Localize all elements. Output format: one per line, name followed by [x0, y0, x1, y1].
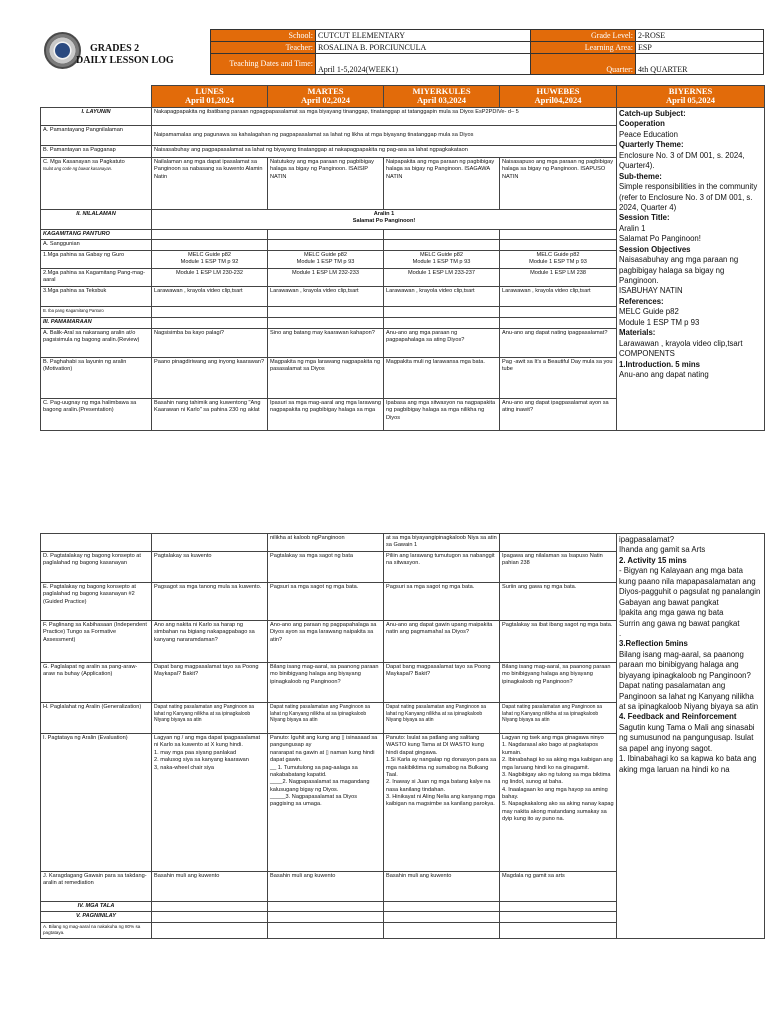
label-sanggunian: A. Sanggunian [41, 240, 152, 250]
label-pagtatalakay-2: E. Pagtalakay ng bagong konsepto at paglalahad ng bagong kasanayan #2 (Guided Practice) [41, 583, 152, 621]
day-header-friday: BIYERNES April 05,2024 [617, 86, 765, 108]
lm-tuesday: Module 1 ESP LM 232-233 [268, 268, 384, 286]
day-header-thursday: HUWEBES April04,2024 [500, 86, 617, 108]
page-2 [40, 533, 764, 1003]
continued-monday [152, 534, 268, 552]
label-paglalapat: G. Paglalapat ng aralin sa pang-araw-araw na buhay (Application) [41, 663, 152, 703]
lesson-table-page-1 [40, 85, 765, 431]
assignment-wednesday: Basahin muli ang kuwento [384, 872, 500, 902]
presentation-tuesday: Ipasuri sa mga mag-aaral ang mga larawang nagpapakita ng pagbibigay halaga sa mga [268, 398, 384, 430]
section-layunin: I. LAYUNIN [41, 108, 152, 126]
pamantayang-pangnilalaman-text: Naipamamalas ang pagunawa sa kahalagahan ng pagpapasalamat sa lahat ng likha at mga biyayang tinatanggap mula sa Diyos [152, 126, 617, 146]
kasanayan-monday: Nailalaman ang mga dapat ipasalamat sa Panginoon sa nabasang sa kuwento Alamin Natin [152, 158, 268, 210]
materials-monday: Larawawan , krayola video clip,tsart [152, 286, 268, 306]
kasanayan-wednesday: Naipapakita ang mga paraan ng pagbibigay halaga sa bigay ng Panginoon. ISAGAWA NATIN [384, 158, 500, 210]
evaluation-wednesday: Panuto: Isulat sa patlang ang salitang WASTO kung Tama at DI WASTO kung hindi dapat gingawa. 1.Si Karla ay nangalap ng donasyon para sa mga nakibiktima ng sumabog na Bulkang Taal. 2. Inaway si Juan ng mga batang kalye na nasa kanilang tindahan. 3. Hinikayat ni Aling Nelia ang kanyang mga kaibigan na magsimbe sa kanilang parokya. [384, 734, 500, 872]
assignment-tuesday: Basahin muli ang kuwento [268, 872, 384, 902]
grade-level-value: 2-ROSE [636, 30, 764, 42]
label-paglalahat: H. Paglalahat ng Aralin (Generalization) [41, 703, 152, 734]
label-balik-aral: A. Balik-Aral sa nakaraang aralin at/o pagsisimula ng bagong aralin.(Review) [41, 328, 152, 357]
teacher-label: Teacher: [211, 42, 316, 54]
label-pag-uugnay: C. Pag-uugnay ng mga halimbawa sa bagong aralin.(Presentation) [41, 398, 152, 430]
label-kagamitang-pang-mag-aaral: 2.Mga pahina sa Kagamitang Pang-mag-aaral [41, 268, 152, 286]
independent-wednesday: Anu-ano ang dapat gawin upang maipakita natin ang pagmamahal sa Diyos? [384, 621, 500, 663]
section-nilalaman: II. NILALAMAN [41, 210, 152, 230]
day-header-tuesday: MARTES April 02,2024 [268, 86, 384, 108]
school-label: School: [211, 30, 316, 42]
grade-level-label: Grade Level: [531, 30, 636, 42]
discussion-tuesday: Pagtalakay sa mga sagot ng bata [268, 552, 384, 583]
gabay-tuesday: MELC Guide p82 Module 1 ESP TM p 93 [268, 250, 384, 268]
label-pamantayang-pangnilalaman: A. Pamantayang Pangnilalaman [41, 126, 152, 146]
guided-thursday: Suriin ang gawa ng mga bata. [500, 583, 617, 621]
application-monday: Dapat bang magpasalamat tayo sa Poong Maykapal? Bakit? [152, 663, 268, 703]
assignment-thursday: Magdala ng gamit sa arts [500, 872, 617, 902]
presentation-thursday: Anu-ano ang dapat ipagpasalamat ayon sa ating inawit? [500, 398, 617, 430]
lm-monday: Module 1 ESP LM 230-232 [152, 268, 268, 286]
kasanayan-thursday: Naisasapuso ang mga paraan ng pagbibigay halaga sa bigay ng Panginoon. ISAPUSO NATIN [500, 158, 617, 210]
materials-wednesday: Larawawan , krayola video clip,tsart [384, 286, 500, 306]
section-kagamitan: KAGAMITANG PANTURO [41, 230, 152, 240]
label-pamantayan-sa-pagganap: B. Pamantayan sa Pagganap [41, 146, 152, 158]
generalization-monday: Dapat nating pasalamatan ang Panginoon sa lahat ng Kanyang nilikha at sa ipinagkaloob Niyang biyaya sa atin [152, 703, 268, 734]
continued-tuesday: nilikha at kaloob ngPanginoon [268, 534, 384, 552]
review-wednesday: Anu-ano ang mga paraan ng pagpapahalaga sa ating Diyos? [384, 328, 500, 357]
continued-thursday [500, 534, 617, 552]
teacher-value: ROSALINA B. PORCIUNCULA [316, 42, 531, 54]
lesson-log-header [40, 29, 764, 76]
discussion-thursday: Ipagawa ang nilalaman sa Isapuso Natin pahian 238 [500, 552, 617, 583]
gabay-monday: MELC Guide p82 Module 1 ESP TM p 92 [152, 250, 268, 268]
application-tuesday: Bilang isang mag-aaral, sa paanong paraan mo binibigyang halaga ang biyayang ipinagkaloob ng Panginoon? [268, 663, 384, 703]
evaluation-tuesday: Panuto: Iguhit ang kung ang ▯ isinasaad sa pangungusap ay nararapat na gawin at ▯ naman kung hindi dapat gawin. __ 1. Tumutulong sa pag-aalaga sa nakababatang kapatid. ____2. Nagpapasalamat sa magandang kalusugang bigay ng Diyos. _____3. Nagpapasalamat sa Diyos paggising sa umaga. [268, 734, 384, 872]
discussion-monday: Pagtalakay sa kuwento [152, 552, 268, 583]
motivation-thursday: Pag -awit sa It's a Beautiful Day mula sa you tube [500, 357, 617, 398]
guided-tuesday: Pagsuri sa mga sagot ng mga bata. [268, 583, 384, 621]
presentation-wednesday: Ipabasa ang mga sitwasyon na nagpapakita ng pagbibigay halaga sa mga nilikha ng Diyos [384, 398, 500, 430]
log-heading: DAILY LESSON LOG [76, 55, 174, 66]
lm-thursday: Module 1 ESP LM 238 [500, 268, 617, 286]
section-pamamaraan: III. PAMAMARAAN [41, 317, 152, 328]
continued-wednesday: at sa mga biyayangipinagkaloob Niya sa atin sa Gawain 1 [384, 534, 500, 552]
gabay-wednesday: MELC Guide p82 Module 1 ESP TM p 93 [384, 250, 500, 268]
generalization-tuesday: Dapat nating pasalamatan ang Panginoon sa lahat ng Kanyang nilikha at sa ipinagkaloob Niyang biyaya sa atin [268, 703, 384, 734]
presentation-monday: Basahin nang tahimik ang kuwentong "Ang Kaarawan ni Karlo" sa pahina 230 ng aklat [152, 398, 268, 430]
friday-activities-text: ipagpasalamat? Ihanda ang gamit sa Arts 2. Activity 15 mins - Bigyan ng Kalayaan ang mga bata kung paano nila mapapasalamatan ang Diyos-pagguhit o pagsulat ng panalangin Gabayan ang bawat pangkat Ipakita ang mga gawa ng bata Surrin ang gawa ng bawat pangkat . 3.Reflection 5mins Bilang isang mag-aaral, sa paanong paraan mo binibigyang halaga ang biyayang ipinagkaloob ng Panginoon? Dapat nating pasalamatan ang Panginoon sa lahat ng Kanyang nilikha at sa ipinagkaloob Niyang biyaya sa atin 4. Feedback and Reinforcement Sagutin kung Tama o Mali ang sinasabi ng sumusunod na pangungusap. Isulat sa papel ang inyong sagot. 1. Ibinabahagi ko sa kapwa ko bata ang aking mga laruan na hindi ko na [619, 535, 761, 774]
materials-tuesday: Larawawan , krayola video clip,tsart [268, 286, 384, 306]
review-monday: Nagsisimba ba kayo palagi? [152, 328, 268, 357]
label-iba-pang-kagamitan: B. Iba pang Kagamitang Panturo [41, 306, 152, 317]
guided-monday: Pagsagot sa mga tanong mula sa kuwento. [152, 583, 268, 621]
application-wednesday: Dapat bang magpasalamat tayo sa Poong Maykapal? Bakit? [384, 663, 500, 703]
dates-label: Teaching Dates and Time: [211, 54, 316, 75]
pamantayan-sa-pagganap-text: Naisasabuhay ang pagpapasalamat sa lahat ng biyayang tinatanggap at nakapagpapakita ng pag-asa sa lahat ngpagkakataon [152, 146, 617, 158]
kasanayan-tuesday: Natutukoy ang mga paraan ng pagbibigay halaga sa bigay ng Panginoon. ISAISIP NATIN [268, 158, 384, 210]
generalization-wednesday: Dapat nating pasalamatan ang Panginoon sa lahat ng Kanyang nilikha at sa ipinagkaloob Niyang biyaya sa atin [384, 703, 500, 734]
assignment-monday: Basahin muli ang kuwento [152, 872, 268, 902]
learning-area-value: ESP [636, 42, 764, 54]
generalization-thursday: Dapat nating pasalamatan ang Panginoon sa lahat ng Kanyang nilikha at sa ipinagkaloob Niyang biyaya sa atin [500, 703, 617, 734]
independent-thursday: Pagtalakay sa ibat ibang sagot ng mga bata. [500, 621, 617, 663]
lm-wednesday: Module 1 ESP LM 233-237 [384, 268, 500, 286]
learning-area-label: Learning Area: [531, 42, 636, 54]
application-thursday: Bilang isang mag-aaral, sa paanong paraan mo binibigyang halaga ang biyayang ipinagkaloob ng Panginoon? [500, 663, 617, 703]
day-header-wednesday: MIYERKULES April 03,2024 [384, 86, 500, 108]
dates-value: April 1-5,2024(WEEK1) [316, 54, 531, 75]
quarter-value: 4th QUARTER [636, 54, 764, 75]
review-thursday: Anu-ano ang dapat nating ipagpasalamat? [500, 328, 617, 357]
label-paghahabi: B. Paghahabi sa layunin ng aralin (Motivation) [41, 357, 152, 398]
label-kasanayan: C. Mga Kasanayan sa Pagkatuto Isulat ang code ng bawat kasanayan. [41, 158, 152, 210]
motivation-wednesday: Magpakita muli ng larawansa mga bata. [384, 357, 500, 398]
grade-heading: GRADES 2 [90, 43, 140, 54]
section-mga-tala: IV. MGA TALA [41, 902, 152, 912]
review-tuesday: Sino ang batang may kaarawan kahapon? [268, 328, 384, 357]
aralin-title: Aralin 1 Salamat Po Panginoon! [152, 210, 617, 230]
section-pagninilay: V. PAGNINILAY [41, 912, 152, 922]
friday-activities-column [617, 534, 765, 939]
header-info-table [210, 29, 764, 75]
motivation-tuesday: Magpakita ng mga larawang nagpapakita ng pasasalamat sa Diyos [268, 357, 384, 398]
lesson-table-page-2 [40, 533, 765, 939]
label-takdang-aralin: J. Karagdagang Gawain para sa takdang-aralin at remediation [41, 872, 152, 902]
quarter-label: Quarter: [531, 54, 636, 75]
layunin-text: Nakapagpapakita ng ibatibang paraan ngpagpapasalamat sa mga biyayang tinanggap, tinatanggap at tatanggapin mula sa Diyos EsP2PDIVe- d– 5 [152, 108, 617, 126]
independent-monday: Ano ang nakita ni Karlo sa harap ng simbahan na bigiang nakapagpabago sa kanyang nararamdaman? [152, 621, 268, 663]
label-pagtataya: I. Pagtataya ng Aralin (Evaluation) [41, 734, 152, 872]
day-header-monday: LUNES April 01,2024 [152, 86, 268, 108]
label-teksbuk: 3.Mga pahina sa Teksbuk [41, 286, 152, 306]
evaluation-thursday: Lagyan ng tsek ang mga ginagawa ninyo 1. Nagdarasal ako bago at pagkatapos kumain. 2. Ibinabahagi ko sa aking mga kaibigan ang mga laruang hindi ko na ginagamit. 3. Nagbibigay ako ng tulong sa mga biktima ng lindol, sunog at baha. 4. Inaalagaan ko ang mga hayop sa aming bahay. 5. Napagkakalong ako sa aking nanay kapag may nakita akong matandang sumakay sa dyip kung ito ay puno na. [500, 734, 617, 872]
label-gabay-ng-guro: 1.Mga pahina sa Gabay ng Guro [41, 250, 152, 268]
independent-tuesday: Ano-ano ang paraan ng pagpapahalaga sa Diyos ayon sa mga larawang naipakita sa atin? [268, 621, 384, 663]
page-1 [40, 85, 764, 467]
discussion-wednesday: Piliin ang larawang tumutugon sa nabanggit na sitwasyon. [384, 552, 500, 583]
friday-catchup-column: Catch-up Subject: Cooperation Peace Education Quarterly Theme: Enclosure No. 3 of DM 001, s. 2024, Quarter4). Sub-theme: Simple responsibilities in the community (refer to Enclosure No. 3 of DM 001, s. 2024, Quarter 4) Session Title: Aralin 1 Salamat Po Panginoon! Session Objectives Naisasabuhay ang mga paraan ng pagbibigay halaga sa bigay ng Panginoon. ISABUHAY NATIN References: MELC Guide p82 Module 1 ESP TM p 93 Materials: Larawawan , krayola video clip,tsart COMPONENTS 1.Introduction. 5 mins Anu-ano ang dapat nating [617, 108, 765, 431]
label-paglinang: F. Paglinang sa Kabihasaan (Independent Practice) Tungo sa Formative Assessment) [41, 621, 152, 663]
school-value: CUTCUT ELEMENTARY [316, 30, 531, 42]
label-bilang-80: A. Bilang ng mag-aaral na nakakuha ng 80% sa pagtataya. [41, 922, 152, 938]
guided-wednesday: Pagsuri sa mga sagot ng mga bata. [384, 583, 500, 621]
evaluation-monday: Lagyan ng / ang mga dapat ipagpasalamat ni Karlo sa kuwento at X kung hindi. 1. may mga paa siyang panlakad 2. malusog siya sa kanyang kaarawan 3, naka-wheel chair siya [152, 734, 268, 872]
materials-thursday: Larawawan , krayola video clip,tsart [500, 286, 617, 306]
gabay-thursday: MELC Guide p82 Module 1 ESP TM p 93 [500, 250, 617, 268]
motivation-monday: Paano pinagdiriwang ang inyong kaarawan? [152, 357, 268, 398]
label-pagtatalakay-1: D. Pagtatalakay ng bagong konsepto at paglalahad ng bagong kasanayan [41, 552, 152, 583]
